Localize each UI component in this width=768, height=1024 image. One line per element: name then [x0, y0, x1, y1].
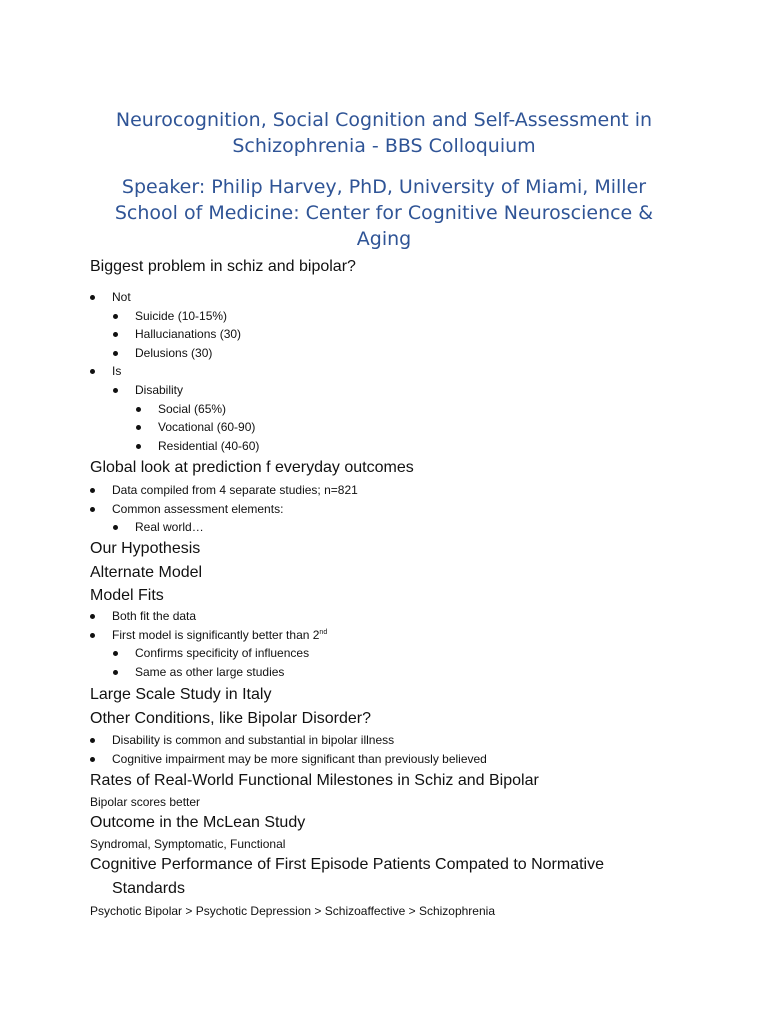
bullet-icon: [113, 332, 118, 337]
bullet-icon: [136, 407, 141, 412]
list-item: Suicide (10-15%): [90, 307, 259, 326]
first-episode-text: Psychotic Bipolar > Psychotic Depression > Schizoaffective > Schizophrenia: [90, 904, 495, 918]
bullet-icon: [113, 525, 118, 530]
heading-biggest-problem: Biggest problem in schiz and bipolar?: [90, 258, 356, 275]
biggest-problem-list: [90, 288, 259, 455]
bullet-icon: [90, 633, 95, 638]
list-item: Real world…: [90, 518, 358, 537]
heading-functional-milestones: Rates of Real-World Functional Milestones in Schiz and Bipolar: [90, 772, 539, 789]
bullet-icon: [113, 651, 118, 656]
heading-mclean-study: Outcome in the McLean Study: [90, 814, 306, 831]
heading-other-conditions: Other Conditions, like Bipolar Disorder?: [90, 710, 372, 727]
list-item: Confirms specificity of influences: [90, 644, 327, 663]
list-item: Residential (40-60): [90, 437, 259, 456]
bullet-icon: [113, 670, 118, 675]
list-item: Common assessment elements:: [90, 500, 358, 519]
list-item: First model is significantly better than 2nd: [90, 626, 327, 645]
other-conditions-list: [90, 731, 487, 768]
list-item: Social (65%): [90, 400, 259, 419]
speaker-heading: Speaker: Philip Harvey, PhD, University of Miami, Miller School of Medicine: Center for Cognitive Neuroscience & Aging: [114, 176, 654, 250]
list-item: Data compiled from 4 separate studies; n=821: [90, 481, 358, 500]
heading-model-fits: Model Fits: [90, 587, 164, 604]
list-item: Same as other large studies: [90, 663, 327, 682]
heading-alternate-model: Alternate Model: [90, 564, 203, 581]
bullet-icon: [113, 314, 118, 319]
bullet-icon: [90, 488, 95, 493]
bullet-icon: [90, 757, 95, 762]
model-fits-list: [90, 607, 327, 681]
heading-our-hypothesis: Our Hypothesis: [90, 540, 201, 557]
document-title: Neurocognition, Social Cognition and Self-Assessment in Schizophrenia - BBS Colloquium: [115, 109, 653, 157]
list-item: Disability: [90, 381, 259, 400]
bullet-icon: [113, 351, 118, 356]
bullet-icon: [90, 295, 95, 300]
list-item: Cognitive impairment may be more significant than previously believed: [90, 750, 487, 769]
list-item: Delusions (30): [90, 344, 259, 363]
list-item: Disability is common and substantial in bipolar illness: [90, 731, 487, 750]
bullet-icon: [90, 507, 95, 512]
list-item: Not: [90, 288, 259, 307]
global-look-list: [90, 481, 358, 537]
bullet-icon: [113, 388, 118, 393]
list-item: Is: [90, 362, 259, 381]
heading-global-look: Global look at prediction f everyday outcomes: [90, 459, 414, 476]
bullet-icon: [90, 369, 95, 374]
bullet-icon: [136, 425, 141, 430]
list-item: Vocational (60-90): [90, 418, 259, 437]
list-item: Hallucianations (30): [90, 325, 259, 344]
heading-italy-study: Large Scale Study in Italy: [90, 686, 272, 703]
list-item: Both fit the data: [90, 607, 327, 626]
bullet-icon: [90, 738, 95, 743]
heading-first-episode: Cognitive Performance of First Episode Patients Compated to Normative Standards: [90, 856, 605, 897]
bullet-icon: [90, 614, 95, 619]
mclean-study-text: Syndromal, Symptomatic, Functional: [90, 837, 286, 851]
functional-milestones-text: Bipolar scores better: [90, 795, 201, 809]
bullet-icon: [136, 444, 141, 449]
